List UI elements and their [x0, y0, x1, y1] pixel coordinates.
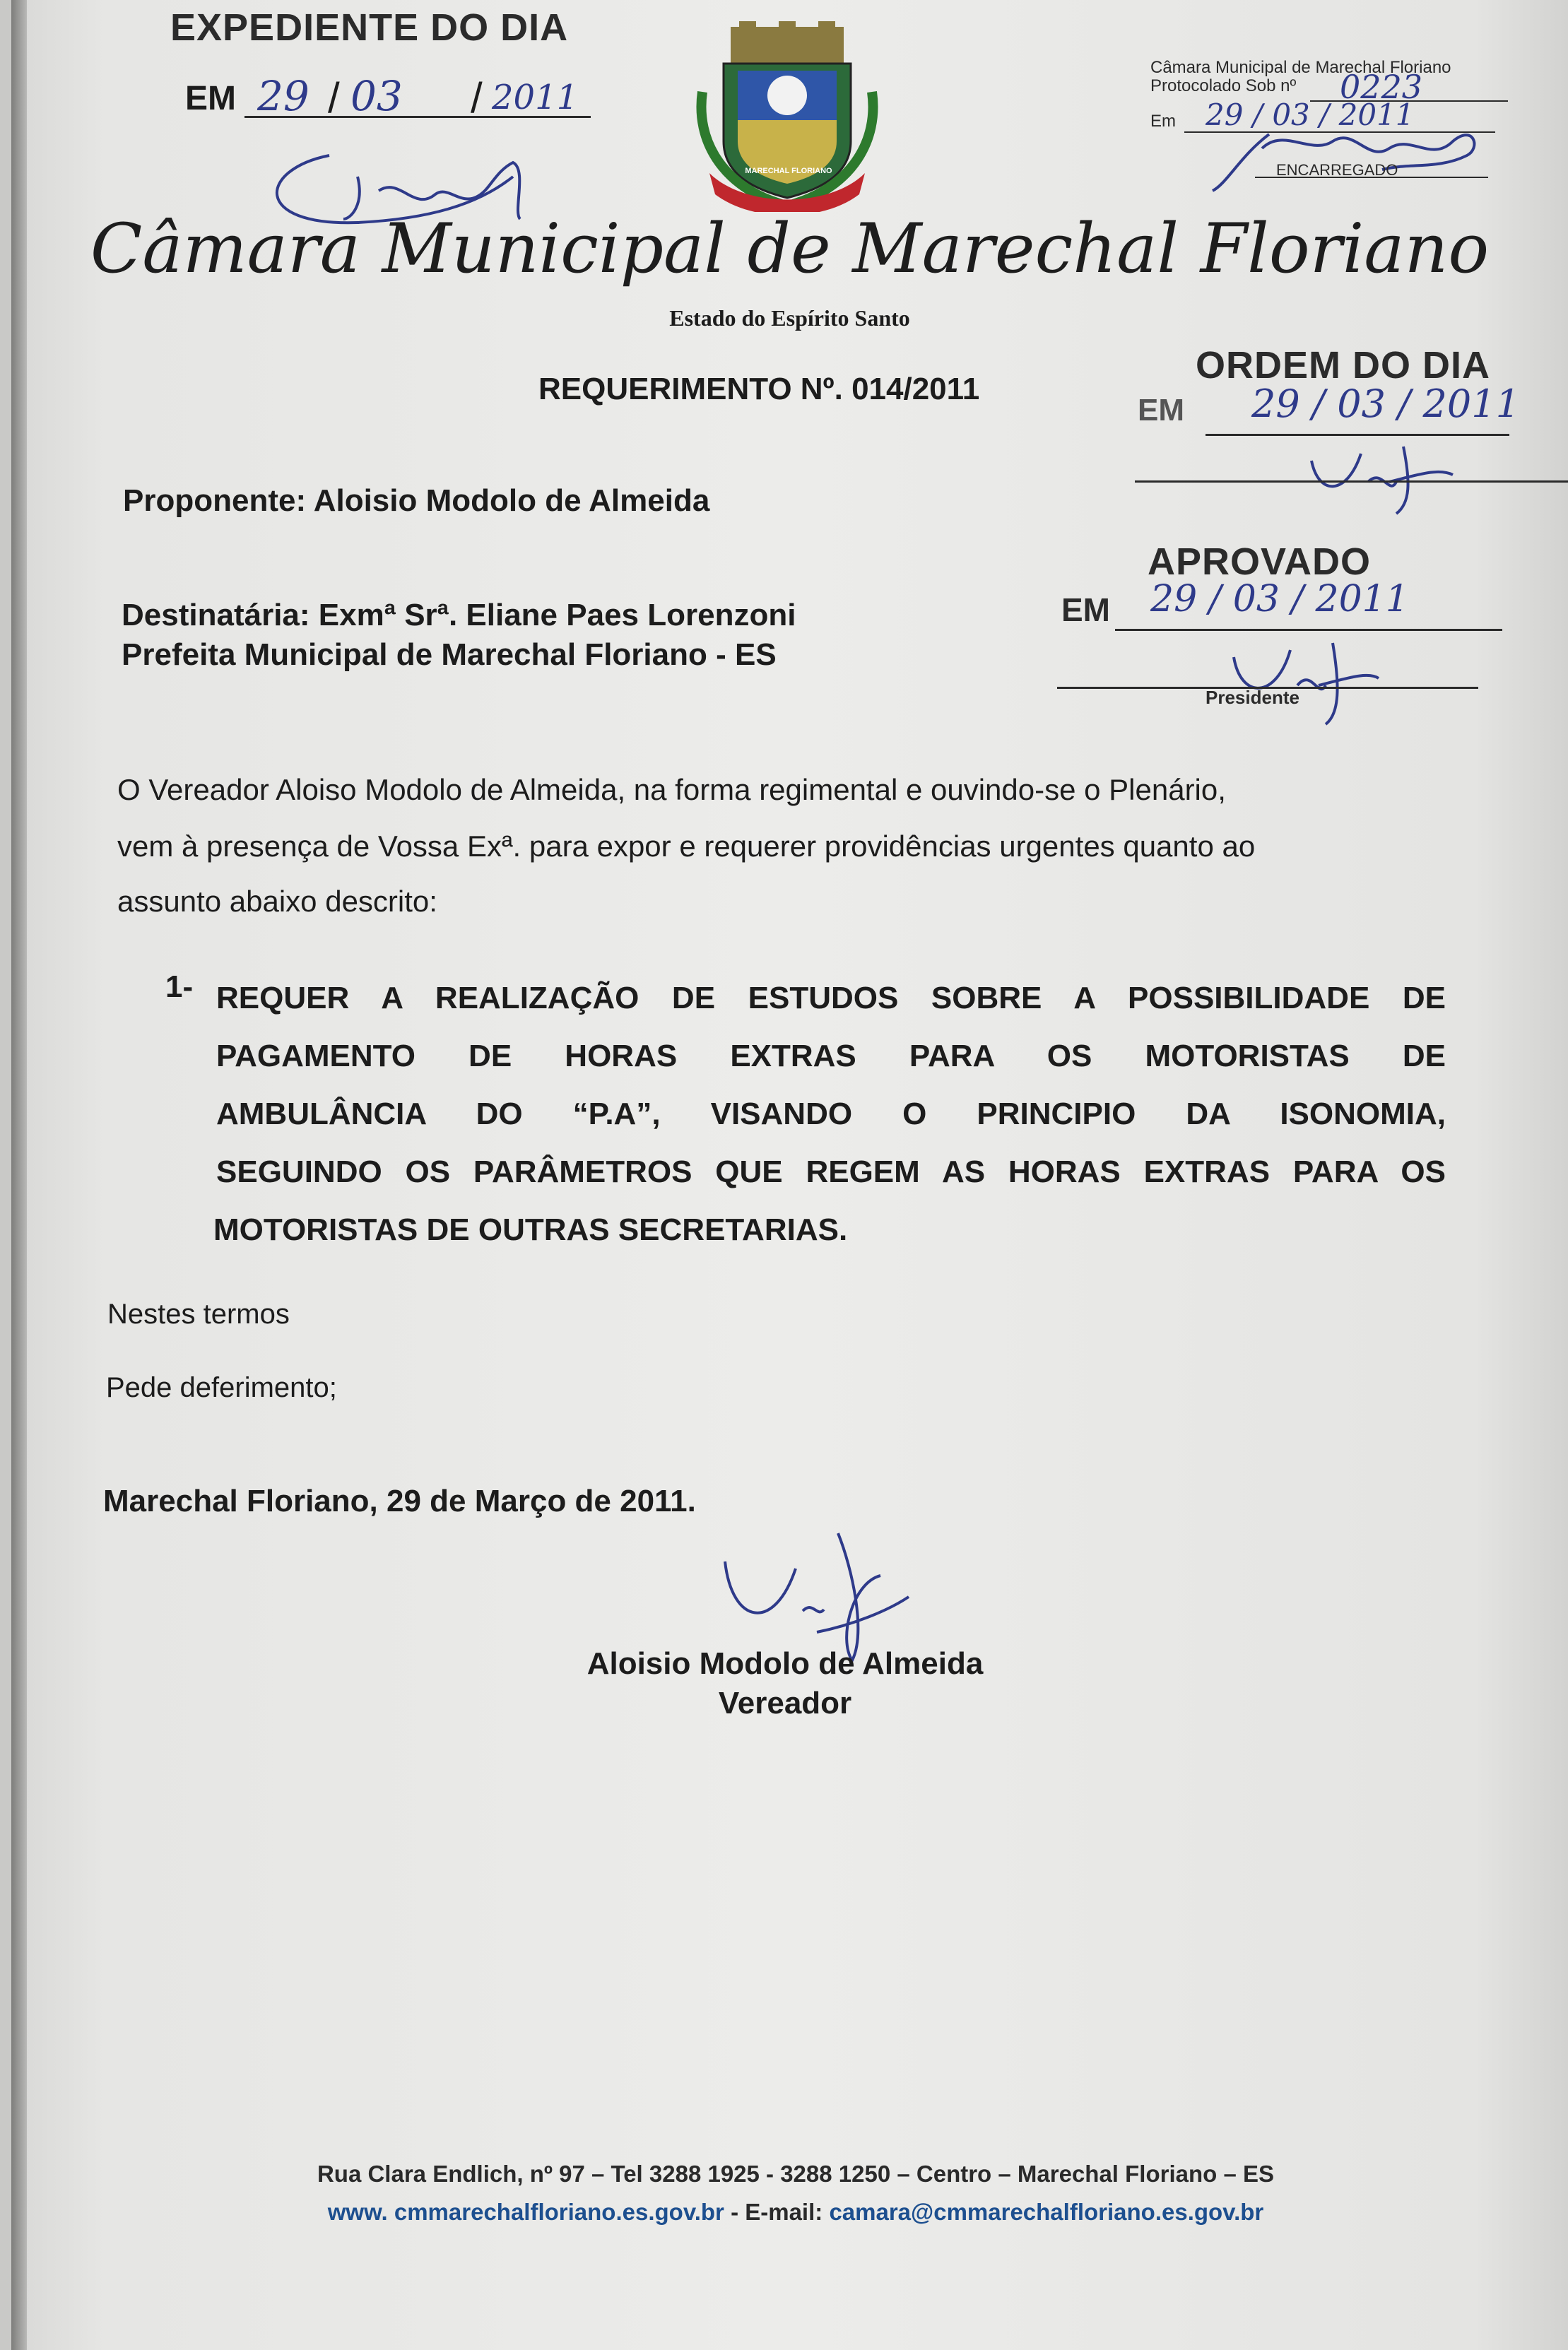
encarregado-label: ENCARREGADO — [1276, 161, 1398, 179]
document-page — [11, 0, 1568, 2350]
protocol-number: 0223 — [1340, 68, 1423, 106]
expediente-stamp-title: EXPEDIENTE DO DIA — [170, 6, 569, 49]
ordem-do-dia-title: ORDEM DO DIA — [1196, 344, 1490, 386]
destinataria-line1: Destinatária: Exmª Srª. Eliane Paes Lorenzoni — [122, 598, 796, 632]
intro-line-2: vem à presença de Vossa Exª. para expor e requerer providências urgentes quanto ao — [117, 829, 1256, 863]
proponente: Proponente: Aloisio Modolo de Almeida — [123, 483, 710, 518]
protocol-line1: Câmara Municipal de Marechal Floriano — [1150, 58, 1451, 77]
closing-pede-deferimento: Pede deferimento; — [106, 1372, 337, 1403]
aprovado-signature — [1227, 636, 1382, 728]
aprovado-title: APROVADO — [1148, 541, 1372, 583]
closing-nestes-termos: Nestes termos — [107, 1299, 290, 1330]
place-date: Marechal Floriano, 29 de Março de 2011. — [103, 1484, 696, 1518]
protocol-date: 29 / 03 / 2011 — [1206, 98, 1415, 132]
intro-line-3: assunto abaixo descrito: — [117, 885, 437, 918]
encarregado-signature — [1198, 120, 1495, 198]
request-line-3: AMBULÂNCIA DO “P.A”, VISANDO O PRINCIPIO DA ISONOMIA, — [216, 1097, 1446, 1131]
crest-banner: MARECHAL FLORIANO — [745, 167, 832, 175]
footer-email-label: - E-mail: — [724, 2199, 830, 2225]
municipal-crest-icon — [695, 21, 879, 212]
signer-name: Aloisio Modolo de Almeida — [586, 1646, 984, 1681]
state-subtitle: Estado do Espírito Santo — [669, 305, 910, 331]
request-line-2: PAGAMENTO DE HORAS EXTRAS PARA OS MOTORISTAS DE — [216, 1039, 1446, 1073]
binding-edge — [11, 0, 27, 2350]
expediente-em-label: EM — [185, 80, 236, 117]
prefeita-line: Prefeita Municipal de Marechal Floriano - ES — [122, 637, 777, 672]
request-line-1: REQUER A REALIZAÇÃO DE ESTUDOS SOBRE A POSSIBILIDADE DE — [216, 981, 1446, 1015]
intro-line-1: O Vereador Aloiso Modolo de Almeida, na forma regimental e ouvindo-se o Plenário, — [117, 773, 1226, 806]
presidente-label: Presidente — [1206, 687, 1299, 708]
request-number: 1- — [165, 969, 194, 1004]
ordem-signature-line — [1135, 480, 1568, 483]
protocol-line2-label: Protocolado Sob nº — [1150, 76, 1297, 95]
ordem-em-label: EM — [1138, 393, 1184, 427]
footer-email-link[interactable]: camara@cmmarechalfloriano.es.gov.br — [829, 2199, 1264, 2225]
aprovado-date-line — [1115, 629, 1502, 631]
aprovado-date: 29 / 03 / 2011 — [1150, 578, 1409, 620]
request-line-4: SEGUINDO OS PARÂMETROS QUE REGEM AS HORAS EXTRAS PARA OS — [216, 1155, 1446, 1189]
signer-role: Vereador — [718, 1686, 852, 1720]
expediente-date: 29 / 03 / 2011 — [244, 73, 591, 123]
aprovado-em-label: EM — [1061, 591, 1110, 628]
ordem-signature — [1304, 439, 1460, 517]
ordem-date-line — [1206, 434, 1509, 436]
protocol-em-label: Em — [1150, 112, 1176, 131]
document-title: REQUERIMENTO Nº. 014/2011 — [538, 372, 980, 406]
request-line-5: MOTORISTAS DE OUTRAS SECRETARIAS. — [213, 1212, 848, 1247]
footer-address: Rua Clara Endlich, nº 97 – Tel 3288 1925 - 3288 1250 – Centro – Marechal Floriano – ES — [317, 2161, 1275, 2187]
institution-name: Câmara Municipal de Marechal Floriano — [90, 209, 1490, 288]
footer-website-link[interactable]: www. cmmarechalfloriano.es.gov.br — [327, 2199, 724, 2225]
ordem-date: 29 / 03 / 2011 — [1251, 382, 1520, 426]
footer-contact — [11, 2199, 1568, 2226]
